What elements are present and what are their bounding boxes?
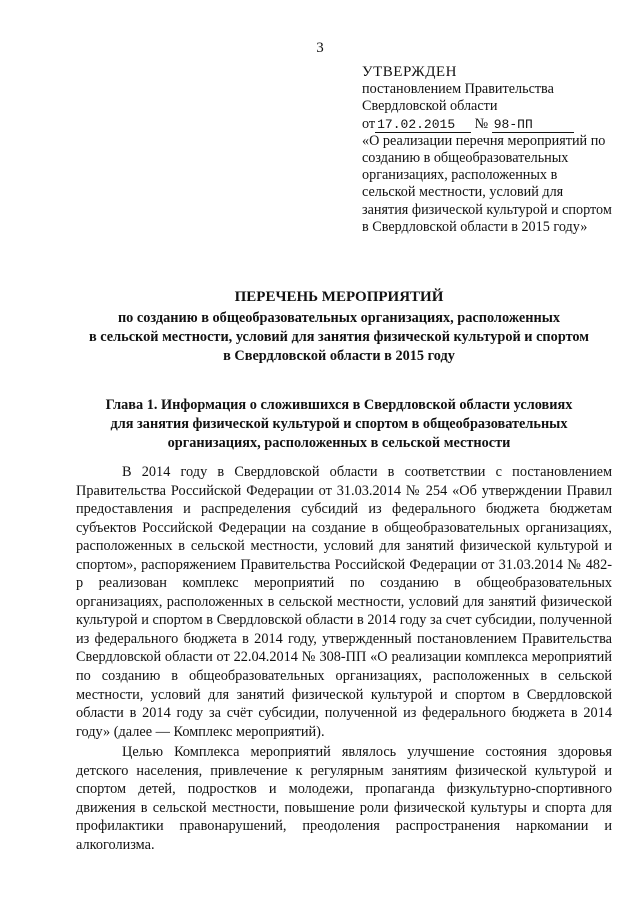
- paragraph: В 2014 году в Свердловской области в соответствии с постановлением Правительства Российской Федерации от 31.03.2014 № 254 «Об утверждении Правил предоставления и распределения субсидий из федерального бюджета бюджетам субъектов Российской Федерации на создание в общеобразовательных организациях, расположенных в сельской местности, условий для занятий физической культурой и спортом», распоряжением Правительства Российской Федерации от 31.03.2014 № 482-р реализован комплекс мероприятий по созданию в общеобразовательных организациях, расположенных в сельской местности, условий для занятий физической культурой и спортом в Свердловской области в 2014 году за счет субсидии, полученной из федерального бюджета в 2014 году, утвержденный постановлением Правительства Свердловской области от 22.04.2014 № 308-ПП «О реализации комплекса мероприятий по созданию в общеобразовательных организациях, расположенных в сельской местности, условий для занятий физической культурой и спортом в Свердловской области в 2014 году за счёт субсидии, полученной из федерального бюджета в 2014 году» (далее — Комплекс мероприятий).: [76, 464, 612, 740]
- approval-stamp: [362, 64, 612, 236]
- chapter-heading-line-3: организациях, расположенных в сельской местности: [167, 435, 511, 451]
- document-title-line-3: в Свердловской области в 2015 году: [223, 348, 455, 364]
- document-title-line-2: в сельской местности, условий для занятия физической культурой и спортом: [88, 329, 590, 345]
- paragraph: Целью Комплекса мероприятий являлось улучшение состояния здоровья детского населения, привлечение к регулярным занятиям физической культурой и спортом детей, подростков и молодежи, пропаганда физкультурно-спортивного движения в сельской местности, повышение роли физической культуры и спорта для профилактики правонарушений, преодоления распространения наркомании и алкоголизма.: [76, 744, 612, 853]
- approval-number-prefix: №: [474, 115, 489, 132]
- document-title-line-1: по созданию в общеобразовательных организациях, расположенных: [117, 310, 561, 326]
- document-title: [60, 288, 618, 366]
- approval-number: 98-ПП: [492, 118, 574, 133]
- approval-from-prefix: от: [362, 115, 376, 132]
- approval-date-number-line: [362, 116, 612, 133]
- chapter-heading-line-1: Глава 1. Информация о сложившихся в Свердловской области условиях: [105, 397, 573, 413]
- chapter-heading: [60, 396, 618, 453]
- approval-heading: УТВЕРЖДЕН: [362, 64, 457, 80]
- approval-by-line-1: постановлением Правительства: [362, 81, 554, 98]
- chapter-heading-line-2: для занятия физической культурой и спортом в общеобразовательных: [110, 416, 568, 432]
- page-number: 3: [316, 40, 324, 56]
- approval-subject: «О реализации перечня мероприятий по созданию в общеобразовательных организациях, расположенных в сельской местности, условий для занятия физической культурой и спортом в Свердловской области в 2015 году»: [362, 132, 612, 235]
- body-text: [76, 463, 612, 854]
- approval-date: 17.02.2015: [375, 118, 471, 133]
- approval-by-line-2: Свердловской области: [362, 98, 498, 115]
- document-title-main: ПЕРЕЧЕНЬ МЕРОПРИЯТИЙ: [234, 289, 444, 305]
